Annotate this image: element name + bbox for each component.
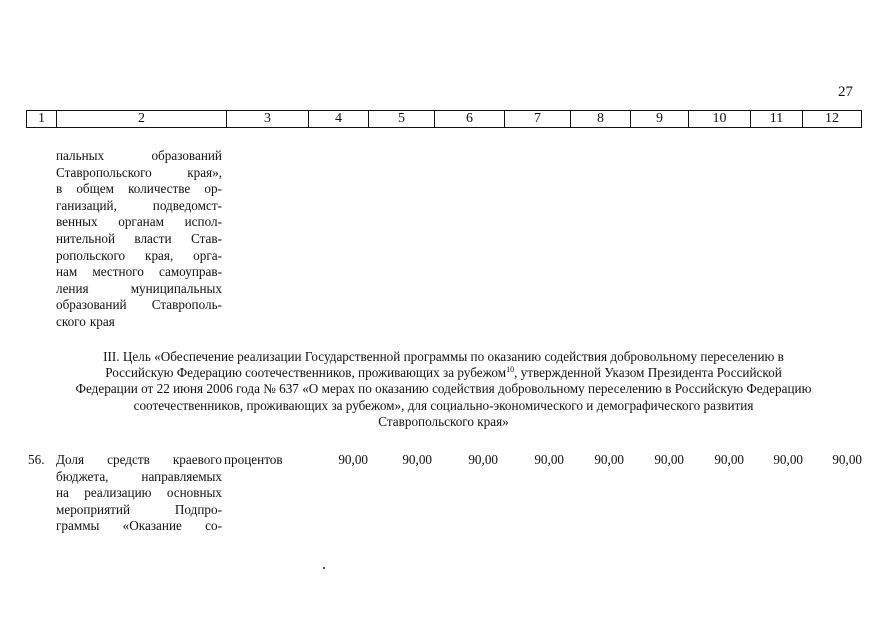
word: образований [151,148,222,163]
word: муниципальных [130,280,222,296]
word: направляемых [141,468,222,484]
header-cell: 12 [803,111,862,128]
word: в [56,181,63,197]
word: самоуправ- [158,264,222,280]
footnote-ref: 10 [506,365,515,375]
header-cell: 11 [751,111,803,128]
header-row [27,111,862,128]
word: со- [205,518,222,534]
indicator-value: 90,00 [654,452,684,467]
unit-of-measure: процентов [224,452,283,467]
word: органам [118,214,164,230]
text-line [56,165,222,182]
description-line [56,469,222,486]
header-cell: 7 [505,111,571,128]
text-line [56,297,222,314]
section-line: Ставропольского края» [378,413,509,429]
indicator-description [56,452,222,535]
header-cell: 4 [309,111,369,128]
word: местного [92,264,144,280]
indicator-value: 90,00 [832,452,862,467]
indicator-value: 90,00 [402,452,432,467]
header-cell: 10 [689,111,751,128]
word: края [89,313,115,329]
word: ор- [204,181,222,197]
description-line [56,485,222,502]
word: ганизаций, [56,197,117,213]
text-line [56,148,222,165]
word: нительной [56,230,116,246]
word: края, [145,247,174,263]
word: венных [56,214,98,230]
header-cell: 3 [227,111,309,128]
indicator-value: 90,00 [468,452,498,467]
word: мероприятий [56,501,131,517]
word: ропольского [56,247,126,263]
indicator-value: 90,00 [714,452,744,467]
word: Ставрополь- [151,297,222,313]
indicator-value: 90,00 [594,452,624,467]
header-cell: 1 [27,111,57,128]
text-line [56,214,222,231]
word: основных [166,485,222,501]
word: общем [76,181,114,197]
word: Доля [56,452,85,467]
text-line [56,231,222,248]
row-number: 56. [28,452,45,467]
scan-speck [323,567,325,569]
indicator-value: 90,00 [534,452,564,467]
word: образований [56,297,127,313]
word: нам [56,264,78,280]
word: реализацию [84,485,152,501]
indicator-value: 90,00 [338,452,368,467]
word: ления [56,280,89,296]
word: пальных [56,148,105,163]
word: бюджета, [56,468,109,484]
word: количестве [128,181,191,197]
word: власти [134,230,172,246]
word: Подпро- [174,501,222,517]
text-line [56,281,222,298]
word: на [56,485,69,501]
description-line [56,452,222,469]
continued-indicator-text [56,148,222,331]
header-cell: 6 [435,111,505,128]
word: испол- [184,214,222,230]
section-line: соотечественников, проживающих за рубежом», для социально-экономического и демографического развития [133,397,754,413]
page-number: 27 [838,84,853,100]
header-cell: 9 [631,111,689,128]
text-line [56,248,222,265]
text-line [56,181,222,198]
section-line: Федерации от 22 июня 2006 года № 637 «О мерах по оказанию содействия добровольному переселению в Российскую Федерацию [75,381,812,397]
indicator-value: 90,00 [773,452,803,467]
word: граммы [56,518,100,534]
word: края», [187,164,222,180]
header-cell: 5 [369,111,435,128]
word: ского [56,313,86,329]
description-line [56,518,222,535]
text-line [56,198,222,215]
word: средств [107,452,150,467]
header-cell: 8 [571,111,631,128]
section-line: III. Цель «Обеспечение реализации Государственной программы по оказанию содействия добровольному переселению в [103,349,784,364]
description-line [56,502,222,519]
word: подведомст- [152,197,222,213]
word: Ставропольского [56,164,152,180]
section-heading [26,349,861,430]
column-number-header [26,110,862,128]
word: Став- [190,230,222,246]
section-line: Российскую Федерацию соотечественников, проживающих за рубежом$^{10}$, утвержденной Указом Президента Российской [105,365,782,381]
header-cell: 2 [57,111,227,128]
word: орга- [193,247,222,263]
text-line [56,314,222,331]
text-line [56,264,222,281]
word: «Оказание [122,518,182,534]
word: краевого [172,452,222,467]
